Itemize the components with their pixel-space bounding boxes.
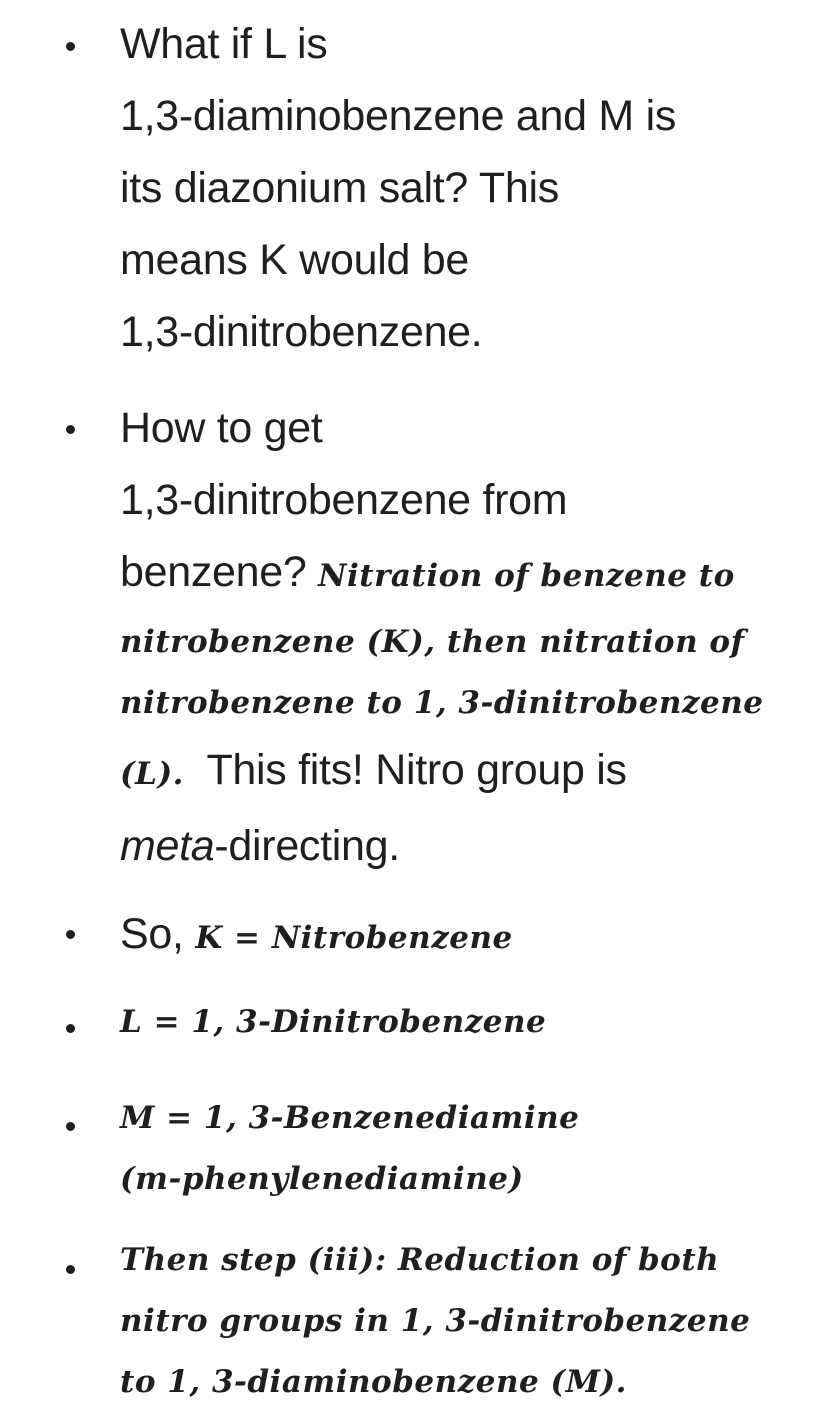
math-expression: L = 1, 3-Dinitrobenzene bbox=[120, 1004, 547, 1040]
math-expression: to 1, 3-diaminobenzene (M). bbox=[120, 1364, 627, 1400]
text-line bbox=[120, 734, 770, 810]
text-line: How to get bbox=[120, 404, 323, 452]
text-line: 1,3-diaminobenzene and M is bbox=[120, 92, 677, 140]
text-line: 1,3-dinitrobenzene from bbox=[120, 476, 568, 524]
list-item-text bbox=[120, 1230, 770, 1413]
bullet-dot bbox=[66, 425, 75, 434]
text-line bbox=[120, 898, 770, 974]
text-line: What if L is bbox=[120, 20, 328, 68]
italic-term: meta bbox=[120, 822, 215, 870]
math-expression: nitrobenzene to 1, 3-dinitrobenzene bbox=[120, 685, 764, 721]
bullet-dot bbox=[66, 1122, 75, 1131]
math-expression: M = 1, 3-Benzenediamine bbox=[120, 1100, 580, 1136]
math-expression: nitro groups in 1, 3-dinitrobenzene bbox=[120, 1303, 751, 1339]
text-run: This fits! Nitro group is bbox=[206, 746, 627, 794]
list-item-text bbox=[120, 1088, 770, 1210]
text-line: means K would be bbox=[120, 236, 469, 284]
text-line bbox=[120, 536, 770, 612]
bullet-dot bbox=[66, 42, 75, 51]
math-expression: Then step (iii): Reduction of both bbox=[120, 1242, 720, 1278]
list-item-text bbox=[120, 898, 770, 974]
text-run: benzene? bbox=[120, 548, 307, 596]
math-expression: K = Nitrobenzene bbox=[195, 920, 513, 956]
list-item-text bbox=[120, 392, 770, 882]
text-line: 1,3-dinitrobenzene. bbox=[120, 308, 483, 356]
bullet-dot bbox=[66, 1265, 75, 1274]
math-expression: (L). bbox=[120, 756, 184, 792]
text-run: -directing. bbox=[214, 822, 400, 870]
text-line bbox=[120, 810, 770, 882]
math-expression: Nitration of benzene to bbox=[318, 558, 735, 594]
math-expression: nitrobenzene (K), then nitration of bbox=[120, 624, 745, 660]
list-item-text bbox=[120, 8, 770, 368]
bullet-dot bbox=[66, 930, 75, 939]
text-run: So, bbox=[120, 910, 184, 958]
text-line: its diazonium salt? This bbox=[120, 164, 559, 212]
math-expression: (m-phenylenediamine) bbox=[120, 1161, 524, 1197]
bullet-dot bbox=[66, 1024, 75, 1033]
list-item-text bbox=[120, 986, 770, 1058]
